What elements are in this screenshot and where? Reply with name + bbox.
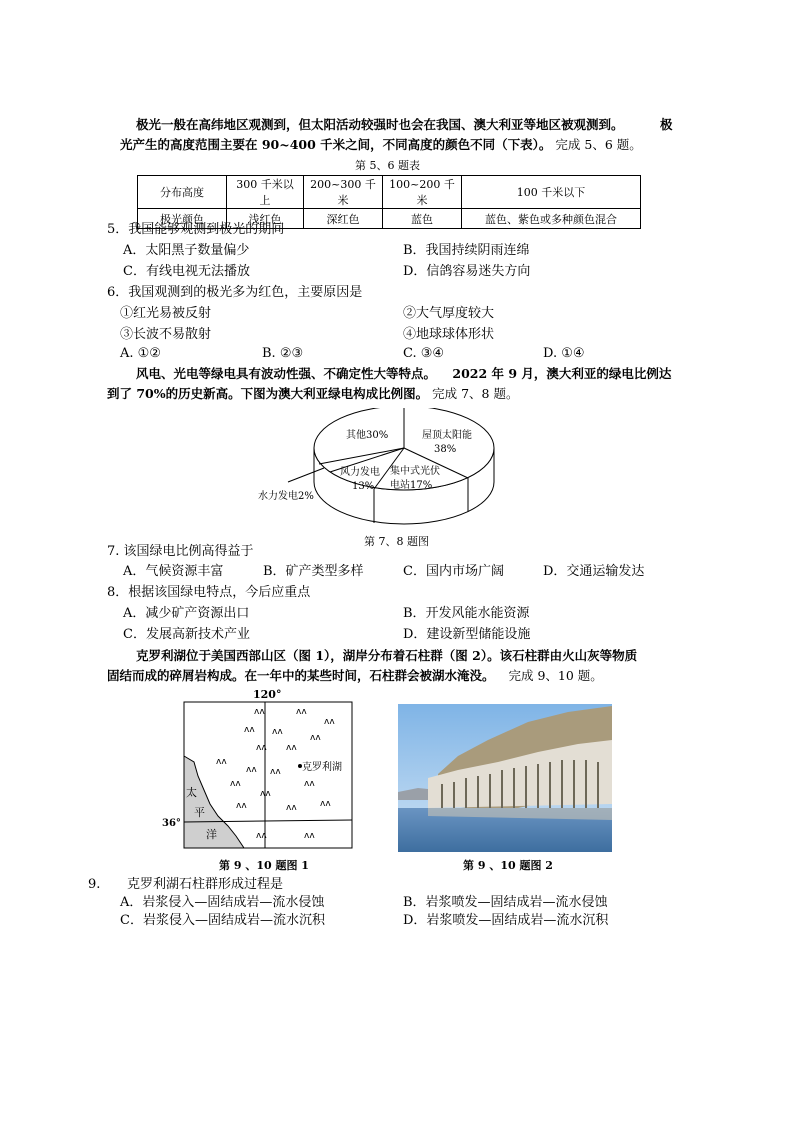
map-latitude-label: 36°	[162, 818, 181, 829]
label-rooftop-name: 屋顶太阳能	[422, 430, 472, 441]
q8-option-c: C．发展高新技术产业	[123, 627, 250, 642]
table-cell: 200~300 千米	[304, 176, 383, 209]
label-central-name: 集中式光伏	[390, 466, 440, 477]
mountain-icon: ʌʌ	[296, 707, 307, 717]
mountain-icon: ʌʌ	[244, 725, 255, 735]
q6-option-d: D. ①④	[543, 346, 585, 361]
ocean-label-1: 太	[186, 786, 197, 799]
mountain-icon: ʌʌ	[320, 799, 331, 809]
q8-option-b: B．开发风能水能资源	[403, 606, 530, 621]
table-cell: 100 千米以下	[462, 176, 641, 209]
table-cell: 极光颜色	[138, 209, 227, 229]
label-central-value: 电站17%	[390, 480, 433, 491]
mountain-icon: ʌʌ	[246, 765, 257, 775]
label-rooftop-value: 38%	[434, 444, 457, 455]
intro1-line1-tail: 极	[660, 117, 673, 132]
table-caption: 第 5、6 题表	[355, 159, 420, 172]
table-cell: 浅红色	[227, 209, 304, 229]
q6-stem: 6．我国观测到的极光多为红色，主要原因是	[107, 285, 363, 300]
intro2-line1-tail: 2022 年 9 月，澳大利亚的绿电比例达	[452, 366, 672, 381]
q5-option-d: D．信鸽容易迷失方向	[403, 264, 531, 279]
q7-option-c: C．国内市场广阔	[403, 564, 504, 579]
q8-stem: 8．根据该国绿电特点，今后应重点	[107, 585, 311, 600]
photo-caption: 第 9 、10 题图 2	[463, 859, 553, 872]
q7-stem: 7. 该国绿电比例高得益于	[107, 544, 254, 559]
table-cell: 深红色	[304, 209, 383, 229]
q9-option-d: D．岩浆喷发—固结成岩—流水沉积	[403, 913, 609, 928]
table-cell: 蓝色	[383, 209, 462, 229]
intro2-line1-text: 风电、光电等绿电具有波动性强、不确定性大等特点。	[136, 366, 437, 381]
q9-option-a: A．岩浆侵入—固结成岩—流水侵蚀	[120, 895, 325, 910]
mountain-icon: ʌʌ	[260, 789, 271, 799]
label-wind-value: 13%	[352, 481, 375, 492]
mountain-icon: ʌʌ	[256, 831, 267, 841]
intro2-line2-tail: 完成 7、8 题。	[432, 386, 519, 401]
intro1-line1-text: 极光一般在高纬地区观测到，但太阳活动较强时也会在我国、澳大利亚等地区被观测到。	[136, 117, 624, 132]
table-cell: 分布高度	[138, 176, 227, 209]
mountain-icon: ʌʌ	[310, 733, 321, 743]
q5-stem: 5．我国能够观测到极光的期间	[107, 222, 285, 237]
stone-columns-photo	[398, 704, 612, 852]
intro2-line2	[107, 384, 518, 404]
intro3-line1: 克罗利湖位于美国西部山区（图 1），湖岸分布着石柱群（图 2）。该石柱群由火山灰等物质	[136, 648, 638, 663]
q9-option-c: C．岩浆侵入—固结成岩—流水沉积	[120, 913, 325, 928]
map-caption: 第 9 、10 题图 1	[219, 859, 309, 872]
mountain-icon: ʌʌ	[270, 767, 281, 777]
q6-option-b: B. ②③	[262, 346, 304, 361]
pie-caption: 第 7、8 题图	[364, 535, 429, 548]
map-longitude-label: 120°	[253, 688, 282, 701]
q7-option-b: B．矿产类型多样	[263, 564, 364, 579]
q5-option-b: B．我国持续阴雨连绵	[403, 243, 530, 258]
intro1-line2-tail: 完成 5、6 题。	[555, 137, 642, 152]
ocean-label-3: 洋	[206, 828, 217, 841]
mountain-icon: ʌʌ	[272, 727, 283, 737]
mountain-icon: ʌʌ	[216, 757, 227, 767]
intro3-line2-tail: 完成 9、10 题。	[508, 668, 603, 683]
q5-option-c: C．有线电视无法播放	[123, 264, 250, 279]
intro1-line2-text: 光产生的高度范围主要在 90~400 千米之间，不同高度的颜色不同（下表）。	[120, 137, 552, 152]
mountain-icon: ʌʌ	[230, 779, 241, 789]
q6-statement-1: ①红光易被反射	[120, 306, 212, 321]
intro3-line2-text: 固结而成的碎屑岩构成。在一年中的某些时间，石柱群会被湖水淹没。	[107, 668, 495, 683]
mountain-icon: ʌʌ	[286, 803, 297, 813]
q7-option-d: D．交通运输发达	[543, 564, 645, 579]
label-hydro: 水力发电2%	[258, 491, 314, 502]
intro3-line2	[107, 666, 603, 686]
table-cell: 300 千米以上	[227, 176, 304, 209]
intro1-line2	[120, 135, 642, 155]
q8-option-d: D．建设新型储能设施	[403, 627, 531, 642]
green-power-pie-chart	[250, 408, 510, 528]
table-row	[138, 176, 641, 209]
q9-number: 9.	[88, 877, 101, 892]
ocean-label-2: 平	[194, 806, 205, 819]
mountain-icon: ʌʌ	[286, 743, 297, 753]
table-cell: 蓝色、紫色或多种颜色混合	[462, 209, 641, 229]
intro2-line2-text: 到了 70%的历史新高。下图为澳大利亚绿电构成比例图。	[107, 386, 429, 401]
q7-option-a: A．气候资源丰富	[123, 564, 224, 579]
q6-option-a: A. ①②	[120, 346, 161, 361]
q5-option-a: A．太阳黑子数量偏少	[123, 243, 250, 258]
mountain-icon: ʌʌ	[324, 717, 335, 727]
q6-option-c: C. ③④	[403, 346, 445, 361]
mountain-icon: ʌʌ	[236, 801, 247, 811]
mountain-icon: ʌʌ	[254, 707, 265, 717]
label-wind-name: 风力发电	[340, 467, 380, 478]
crowley-lake-map	[160, 700, 360, 852]
mountain-icon: ʌʌ	[256, 743, 267, 753]
q9-option-b: B．岩浆喷发—固结成岩—流水侵蚀	[403, 895, 608, 910]
mountain-icon: ʌʌ	[304, 779, 315, 789]
q6-statement-3: ③长波不易散射	[120, 327, 212, 342]
intro1-line1	[136, 115, 624, 135]
q6-statement-4: ④地球球体形状	[403, 327, 495, 342]
q8-option-a: A．减少矿产资源出口	[123, 606, 250, 621]
mountain-icon: ʌʌ	[304, 831, 315, 841]
q9-stem: 克罗利湖石柱群形成过程是	[127, 877, 284, 892]
q6-statement-2: ②大气厚度较大	[403, 306, 495, 321]
table-cell: 100~200 千米	[383, 176, 462, 209]
crowley-lake-label: 克罗利湖	[302, 762, 342, 773]
intro2-line1	[136, 364, 671, 384]
label-other: 其他30%	[346, 430, 389, 441]
